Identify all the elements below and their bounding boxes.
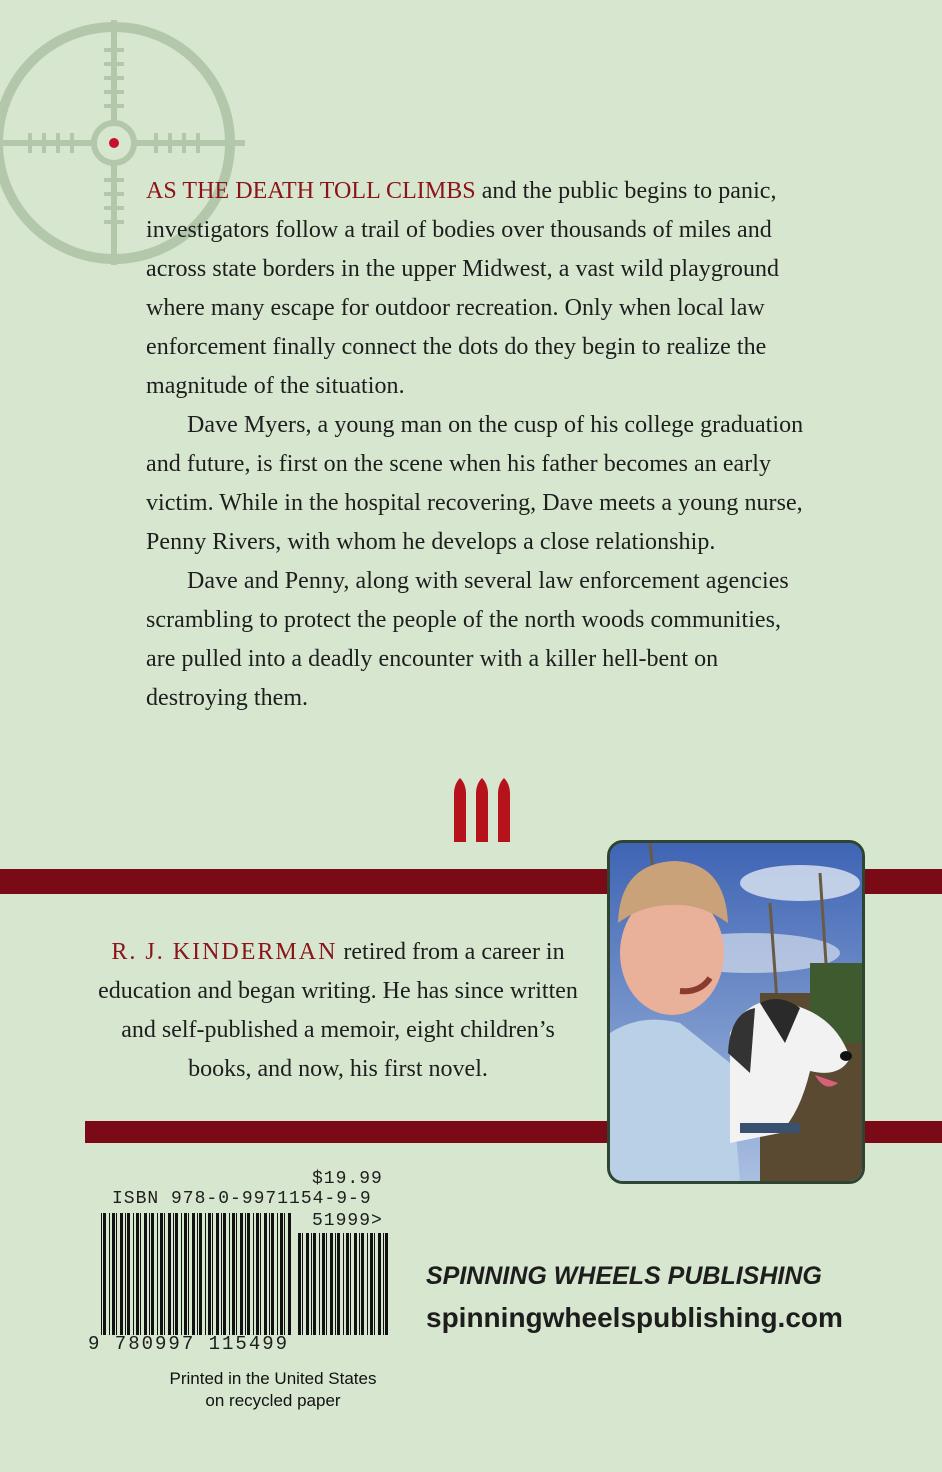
publisher-url[interactable]: spinningwheelspublishing.com — [426, 1302, 843, 1333]
blurb-p1-text: and the public begins to panic, investigators follow a trail of bodies over thousands of miles and across state borders in the upper Midwest, a vast wild playground where many escape for outdoor recreation. Only when local law enforcement finally connect the dots do they begin to realize the magnitude of the situation. — [146, 178, 780, 399]
isbn-label: ISBN 978-0-9971154-9-9 — [112, 1189, 372, 1209]
publisher-name: SPINNING WHEELS PUBLISHING — [426, 1262, 822, 1290]
printed-note-line1: Printed in the United States — [169, 1369, 377, 1388]
blurb-paragraph-2: Dave Myers, a young man on the cusp of his college graduation and future, is first on the scene when his father becomes an early victim. While in the hospital recovering, Dave meets a young nurse, Penny Rivers, with whom he develops a close relationship. — [146, 412, 804, 555]
price-label: $19.99 — [312, 1169, 383, 1189]
blurb-lead: AS THE DEATH TOLL CLIMBS — [146, 178, 476, 204]
barcode-bars-main — [101, 1213, 291, 1335]
back-cover-blurb — [146, 172, 816, 718]
author-bio-text: retired from a career in education and began writing. He has since written and self-published a memoir, eight children’s books, and now, his first novel. — [98, 939, 578, 1082]
bullet-icon — [452, 778, 514, 842]
isbn-barcode — [85, 1165, 405, 1365]
author-bio — [98, 933, 578, 1089]
barcode-bars-addon — [298, 1233, 390, 1335]
barcode-digits: 9 780997 115499 — [88, 1333, 290, 1355]
addon-label: 51999> — [312, 1211, 383, 1231]
printed-note — [128, 1368, 418, 1412]
blurb-paragraph-3: Dave and Penny, along with several law enforcement agencies scrambling to protect the people of the north woods communities, are pulled into a deadly encounter with a killer hell-bent on destroying them. — [146, 568, 789, 711]
blurb-paragraph-1 — [146, 172, 816, 406]
printed-note-line2: on recycled paper — [205, 1391, 341, 1410]
author-name: R. J. KINDERMAN — [111, 939, 338, 965]
author-photo — [607, 840, 865, 1184]
